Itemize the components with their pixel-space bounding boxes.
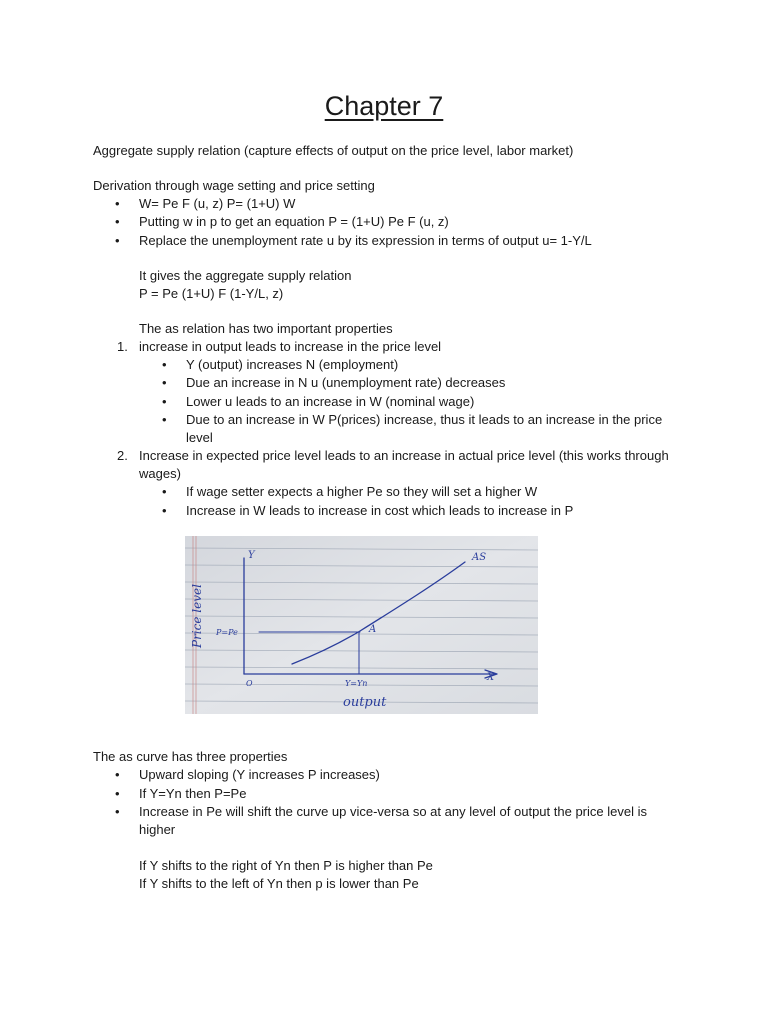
sketch-x-label: output [343,695,387,710]
property-number: 1. [117,339,128,354]
property-bullet: • Due an increase in N u (unemployment rate) decreases [186,374,505,392]
derivation-bullet: • Putting w in p to get an equation P = (1+U) Pe F (u, z) [139,213,449,231]
sketch-origin: O [246,679,253,688]
as-equation: P = Pe (1+U) F (1-Y/L, z) [139,286,284,301]
property-text: Increase in expected price level leads to an increase in actual price level (this works through wages) [139,448,669,481]
shift-right-text: If Y shifts to the right of Yn then P is higher than Pe [139,858,433,873]
derivation-bullet: • W= Pe F (u, z) P= (1+U) W [139,195,295,213]
sketch-y-marker: Y=Yn [345,679,368,688]
gives-text: It gives the aggregate supply relation [139,268,352,283]
curve-heading: The as curve has three properties [93,749,288,764]
sketch-x-letter: X [487,672,495,683]
property-bullet: • Due to an increase in W P(prices) increase, thus it leads to an increase in the price level [186,411,676,447]
property-bullet: • If wage setter expects a higher Pe so they will set a higher W [186,483,537,501]
sketch-curve-label: AS [472,552,487,563]
curve-bullet: • If Y=Yn then P=Pe [139,785,246,803]
property-bullet: • Y (output) increases N (employment) [186,356,398,374]
property-number: 2. [117,448,128,463]
page-title: Chapter 7 [324,91,444,121]
property-bullet: • Increase in W leads to increase in cost which leads to increase in P [186,502,573,520]
sketch-y-letter: Y [248,550,255,561]
sketch-svg [185,536,538,714]
sketch-point-label: A [369,624,377,635]
property-text: increase in output leads to increase in the price level [139,339,442,354]
shift-left-text: If Y shifts to the left of Yn then p is lower than Pe [139,876,419,891]
curve-bullet: • Increase in Pe will shift the curve up vice-versa so at any level of output the price level is higher [139,803,669,839]
property-item [117,447,669,483]
derivation-heading: Derivation through wage setting and price setting [93,178,375,193]
sketch-p-marker: P=Pe [216,628,238,637]
sketch-y-label: Price level [190,584,204,648]
property-item [117,338,442,356]
handwritten-as-sketch [185,536,538,714]
curve-bullet: • Upward sloping (Y increases P increases) [139,766,380,784]
intro-text: Aggregate supply relation (capture effects of output on the price level, labor market) [93,143,574,158]
properties-heading: The as relation has two important properties [139,321,393,336]
property-bullet: • Lower u leads to an increase in W (nominal wage) [186,393,474,411]
derivation-bullet: • Replace the unemployment rate u by its expression in terms of output u= 1-Y/L [139,232,592,250]
